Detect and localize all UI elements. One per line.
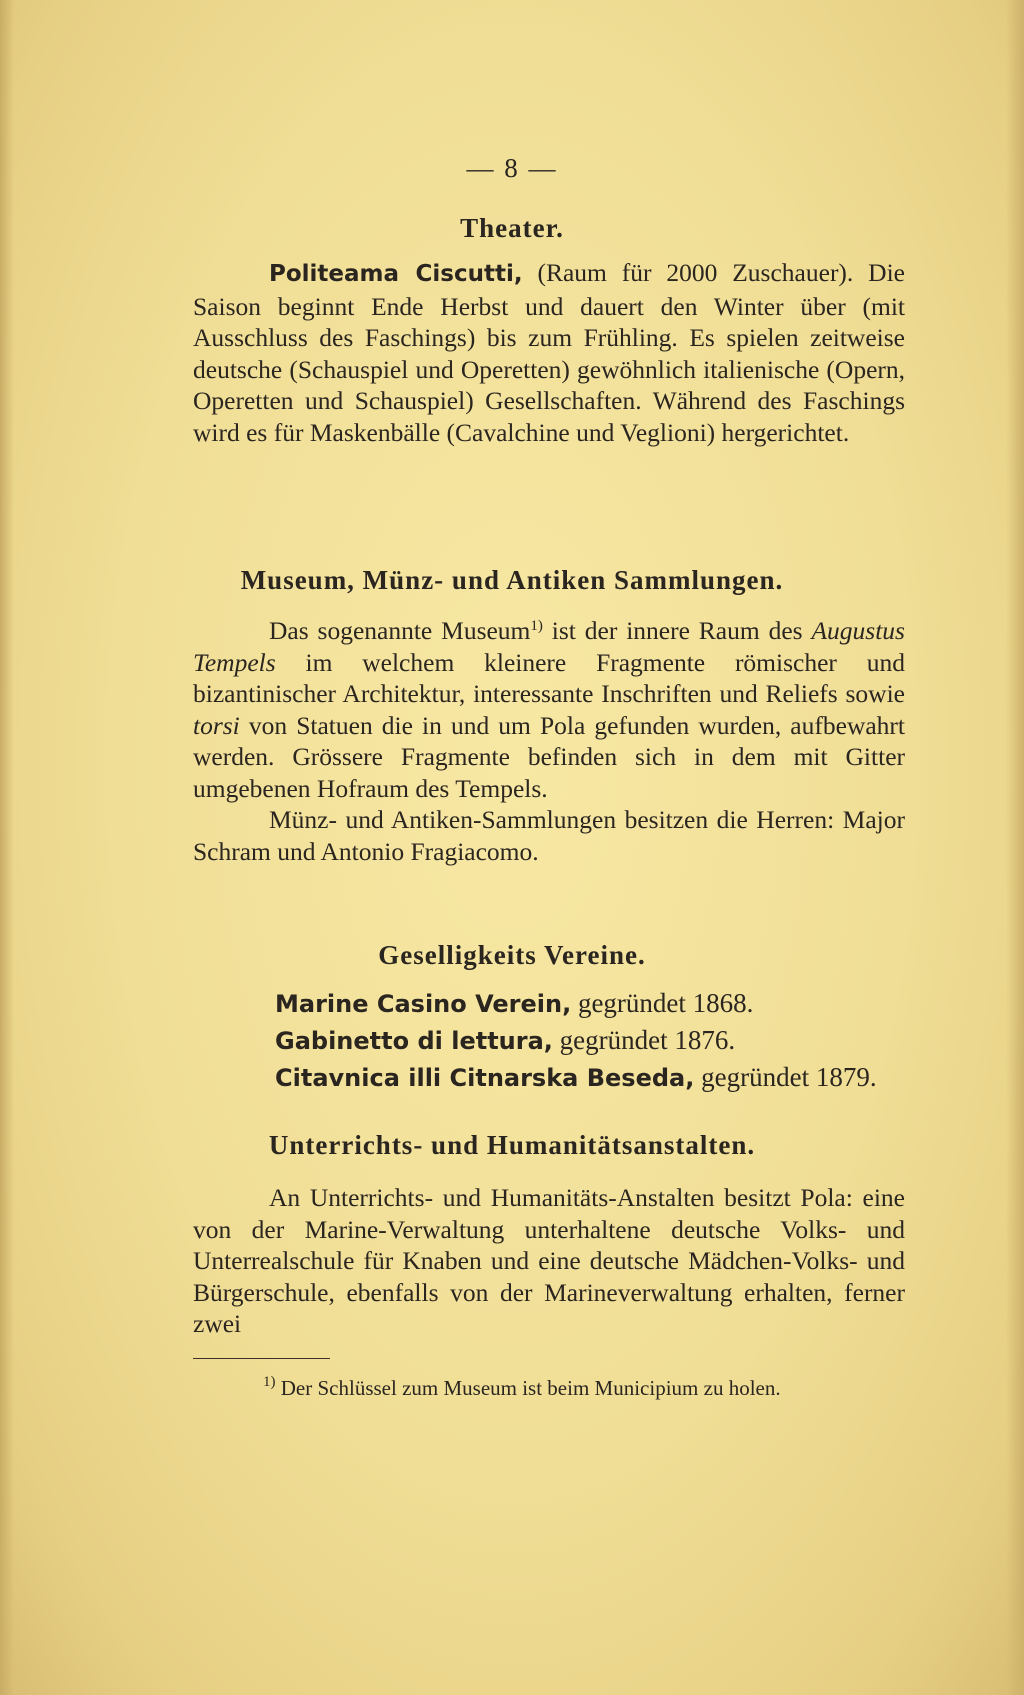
club-item [275, 1059, 915, 1096]
page-edge-right [1006, 0, 1024, 1695]
museum-section [193, 611, 905, 867]
footnote-text: Der Schlüssel zum Museum ist beim Municipium zu holen. [275, 1376, 781, 1400]
page-edge-left [0, 0, 14, 1695]
club-founded: gegründet 1876. [552, 1025, 736, 1055]
education-heading: Unterrichts- und Humanitätsanstalten. [268, 1130, 756, 1160]
theater-venue-name: Politeama Ciscutti, [269, 261, 523, 287]
club-name: Marine Casino Verein, [275, 990, 572, 1018]
theater-paragraph [193, 257, 905, 448]
clubs-heading: Geselligkeits Vereine. [378, 940, 646, 970]
education-paragraph: An Unterrichts- und Humanitäts-Anstalten besitzt Pola: eine von der Marine-Verwaltung unterhaltene deutsche Volks- und Unterrealschule für Knaben und eine deutsche Mädchen-Volks- und Bürgerschule, ebenfalls von der Marineverwaltung erhalten, ferner zwei [193, 1183, 905, 1338]
theater-section [193, 257, 905, 448]
page-number: — 8 — [466, 153, 558, 183]
theater-heading: Theater. [460, 213, 564, 243]
theater-text: (Raum für 2000 Zuschauer). Die Saison beginnt Ende Herbst und dauert den Winter über (mit Ausschluss des Faschings) bis zum Frühling. Es spielen zeitweise deutsche (Schauspiel und Operetten) gewöhnlich italienische (Opern, Operetten und Schauspiel) Gesellschaften. Während des Faschings wird es für Maskenbälle (Cavalchine und Veglioni) hergerichtet. [193, 258, 905, 447]
museum-text-d: von Statuen die in und um Pola gefunden wurden, aufbewahrt werden. Grössere Fragmente befinden sich in dem mit Gitter umgebenen Hofraum des Tempels. [193, 710, 905, 803]
museum-italic-augustus: Augustus Tempels [193, 616, 905, 677]
footnote-marker: 1) [263, 1374, 276, 1390]
club-name: Gabinetto di lettura, [275, 1027, 553, 1055]
museum-heading: Museum, Münz- und Antiken Sammlungen. [240, 565, 784, 595]
footnote [193, 1366, 905, 1404]
footnote-rule [193, 1358, 330, 1359]
clubs-list [275, 985, 915, 1096]
museum-text-a: Das sogenannte Museum [269, 616, 531, 645]
club-item [275, 985, 915, 1022]
education-section [193, 1182, 905, 1340]
museum-paragraph-1 [193, 611, 905, 804]
museum-paragraph-2: Münz- und Antiken-Sammlungen besitzen die Herren: Major Schram und Antonio Fragiacomo. [193, 805, 905, 866]
museum-italic-torsi: torsi [193, 710, 240, 740]
club-founded: gegründet 1879. [694, 1062, 877, 1092]
museum-text-c: im welchem kleinere Fragmente römischer und bizantinischer Architektur, interessante Inschriften und Reliefs sowie [193, 647, 905, 708]
museum-text-b: ist der innere Raum des [542, 616, 812, 645]
club-founded: gegründet 1868. [571, 988, 754, 1018]
footnote-reference: 1) [530, 618, 543, 634]
club-item [275, 1022, 915, 1059]
club-name: Citavnica illi Citnarska Beseda, [275, 1064, 695, 1092]
